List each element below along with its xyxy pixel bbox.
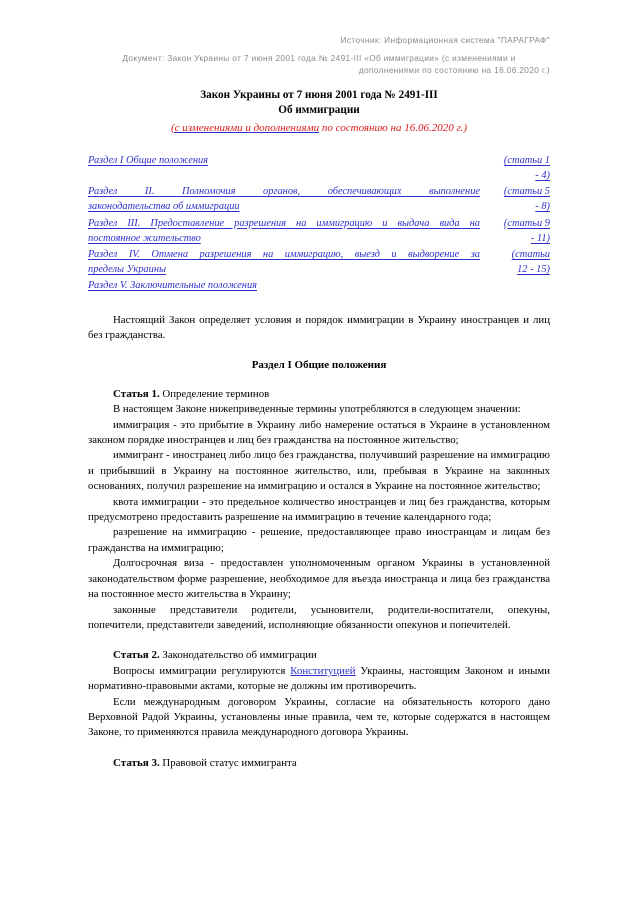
toc-articles-section-1 [488,153,550,183]
section-heading-1: Раздел I Общие положения [251,359,387,372]
article-2-paragraph-1 [88,664,550,695]
document-header [88,0,550,77]
article-3-number: Статья 3. [113,756,160,769]
toc-row [88,216,550,246]
constitution-link[interactable]: Конституцией [290,664,356,677]
header-document-line-1: Документ: Закон Украины от 7 июня 2001 года № 2491-III «Об иммиграции» (с изменениями и [122,52,516,63]
toc-articles-link-2b[interactable]: - 8) [535,201,550,213]
toc-link-section-2-line2[interactable]: законодательства об иммиграции [88,201,240,213]
toc-articles-link-3a[interactable]: (статьи 9 [503,217,550,229]
toc-entry-section-1 [88,153,488,168]
toc-link-section-4-line1[interactable]: Раздел IV. Отмена разрешения на иммиграцию, выезд и выдворение за [88,249,480,260]
article-3-heading [88,756,550,771]
toc-articles-link-2a[interactable]: (статьи 5 [503,186,550,198]
amendments-date: по состоянию на 16.06.2020 г.) [319,121,468,134]
toc-articles-link-4b[interactable]: 12 - 15) [517,264,550,276]
article-2-text-before-link: Вопросы иммиграции регулируются [113,664,291,677]
article-1-term: иммигрант - иностранец либо лицо без гражданства, получивший разрешение на иммиграцию и прибывший в Украину на постоянное жительство, или, пребывая в Украине на законных основаниях, получил разрешение на иммиграцию и остался в Украине на постоянное жительство; [88,449,550,493]
toc-link-section-2-line1[interactable]: Раздел II. Полномочия органов, обеспечивающих выполнение [88,186,480,198]
toc-entry-section-2 [88,184,488,214]
article-1-term: разрешение на иммиграцию - решение, предоставляющее право иностранцам и лицам без гражданства на иммиграцию; [88,526,550,554]
table-of-contents [88,153,550,294]
article-2-heading [88,648,550,663]
amendments-note [88,120,550,136]
toc-row [88,153,550,183]
article-1-term: иммиграция - это прибытие в Украину либо намерение остаться в Украине в установленном законом порядке иностранцев и лиц без гражданства на постоянное жительство; [88,418,550,447]
toc-articles-link-1a[interactable]: (статьи 1 [503,154,550,166]
document-body [88,313,550,772]
amendments-link[interactable]: (с изменениями и дополнениями [170,121,320,134]
document-title-block [88,88,550,136]
article-2-paragraph-2: Если международным договором Украины, согласие на обязательность которого дано Верховной Радой Украины, установлены иные правила, чем те, которые содержатся в настоящем Законе, то применяются правила международного договора Украины. [88,695,550,739]
article-1-term: Долгосрочная виза - предоставлен уполномоченным органом Украины в установленной законодательством форме разрешение, необходимое для въезда иностранца и лица без гражданства на постоянное место жительства в Украину; [88,557,550,601]
toc-row [88,278,550,293]
article-1-intro: В настоящем Законе нижеприведенные термины употребляются в следующем значении: [113,403,521,416]
toc-row [88,184,550,214]
toc-articles-section-3 [488,216,550,246]
toc-entry-section-5 [88,278,488,293]
toc-link-section-5[interactable]: Раздел V. Заключительные положения [88,280,257,292]
toc-link-section-3-line1[interactable]: Раздел III. Предоставление разрешения на иммиграцию и выдача вида на [88,217,480,229]
toc-link-section-1[interactable]: Раздел I Общие положения [88,154,209,166]
toc-row [88,247,550,277]
document-content [88,0,550,771]
page-subtitle: Об иммиграции [278,103,360,116]
header-document-line-2: дополнениями по состоянию на 16.06.2020 г.) [358,65,550,76]
article-2-title: Законодательство об иммиграции [159,649,317,662]
article-1-term: квота иммиграции - это предельное количество иностранцев и лиц без гражданства, которым предусмотрено предоставить разрешение на иммиграцию в течение календарного года; [88,495,550,524]
preamble-paragraph: Настоящий Закон определяет условия и порядок иммиграции в Украину иностранцев и лиц без гражданства. [88,313,550,342]
header-document-info [88,47,550,77]
toc-entry-section-3 [88,216,488,246]
article-2-text-after-link: Украины, настоящим Законом и иными нормативно-правовыми актами, которые не должны им противоречить. [88,664,550,693]
toc-link-section-3-line2[interactable]: постоянное жительство [88,232,201,244]
article-1-title: Определение терминов [159,387,270,400]
toc-articles-section-4 [488,247,550,277]
toc-entry-section-4 [88,247,488,277]
toc-articles-link-1b[interactable]: - 4) [535,169,550,181]
article-3-title: Правовой статус иммигранта [159,756,297,769]
header-source-line: Источник: Информационная система "ПАРАГРАФ" [340,35,550,45]
article-1-term: законные представители родители, усыновители, родители-воспитатели, опекуны, попечители, представители заведений, исполняющие обязанности опекунов и попечителей. [88,603,550,631]
toc-link-section-4-line2[interactable]: пределы Украины [88,264,167,276]
toc-articles-section-2 [488,184,550,214]
page-title: Закон Украины от 7 июня 2001 года № 2491-III [200,88,438,101]
toc-articles-link-3b[interactable]: - 11) [530,232,550,244]
article-2-number: Статья 2. [113,649,160,662]
article-1-heading [88,387,550,402]
article-1-number: Статья 1. [113,387,160,400]
toc-articles-link-4a[interactable]: (статьи [511,249,550,260]
